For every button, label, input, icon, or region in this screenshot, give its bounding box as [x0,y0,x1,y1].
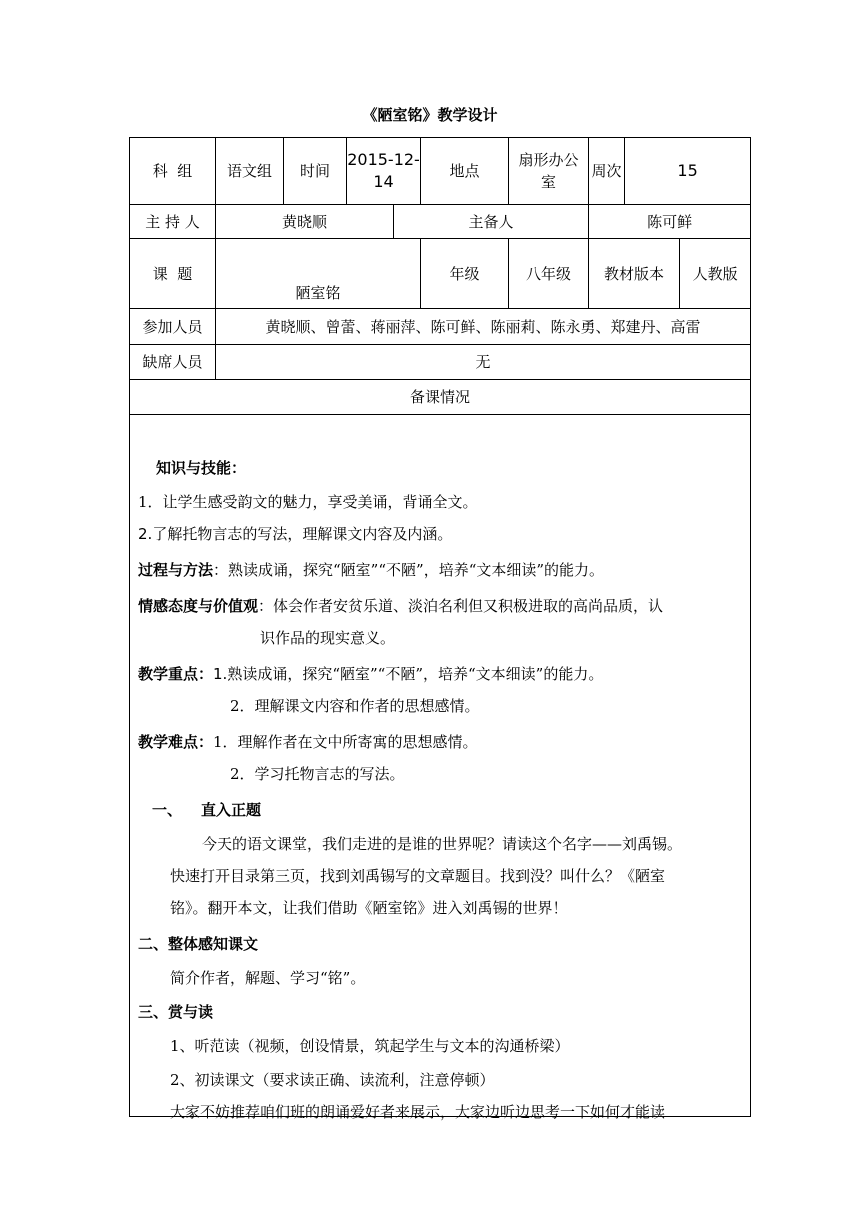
topic-value: 陋室铭 [216,239,421,309]
emotion-text-2: 识作品的现实意义。 [260,629,396,647]
preparer-label: 主备人 [394,205,589,239]
grade-value: 八年级 [509,239,589,309]
edition-value: 人教版 [680,239,751,309]
key-point-line-1 [138,663,603,685]
section-1-paragraph-line-2: 快速打开目录第三页，找到刘禹锡写的文章题目。找到没？叫什么？《陋室 [170,867,666,885]
participants-label: 参加人员 [130,309,216,345]
knowledge-heading: 知识与技能： [156,459,247,477]
section-3-title: 三、赏与读 [138,1003,214,1021]
emotion-text-1: ：体会作者安贫乐道、淡泊名利但又积极进取的高尚品质，认 [258,597,664,615]
time-label: 时间 [284,138,347,205]
knowledge-item-2 [138,523,452,545]
knowledge-item-1: 1．让学生感受韵文的魅力，享受美诵，背诵全文。 [138,493,478,511]
section-3-paragraph: 大家不妨推荐咱们班的朗诵爱好者来展示，大家边听边思考一下如何才能读 [170,1103,666,1121]
section-3-item-1: 1、听范读（视频，创设情景，筑起学生与文本的沟通桥梁） [170,1037,570,1055]
knowledge-item-2-text: 了解托物言志的写法，理解课文内容及内涵。 [152,525,453,543]
key-point-line-2: 2．理解课文内容和作者的思想感情。 [230,697,480,715]
place-value [509,138,589,205]
subject-value: 语文组 [216,138,284,205]
place-label: 地点 [421,138,509,205]
topic-label: 课 题 [130,239,216,309]
section-1-number: 一、 [152,801,183,819]
preparer-value: 陈可鲜 [589,205,751,239]
week-value: 15 [625,138,751,205]
key-point-label: 教学重点： [138,665,214,683]
grade-label: 年级 [421,239,509,309]
process-text: ：熟读成诵，探究“陋室”“不陋”，培养“文本细读”的能力。 [213,561,605,579]
absent-value: 无 [216,345,751,380]
absent-label: 缺席人员 [130,345,216,380]
difficulty-1-text: 1．理解作者在文中所寄寓的思想感情。 [213,733,478,751]
place-value-line-1: 扇形办公 [518,151,579,169]
place-value-line-2: 室 [541,173,557,191]
section-2-title: 二、整体感知课文 [138,935,259,953]
knowledge-item-2-number: 2. [138,525,153,543]
lesson-plan-table [129,137,751,1121]
subject-label: 科 组 [130,138,216,205]
process-line [138,559,604,581]
difficulty-label: 教学难点： [138,733,214,751]
key-point-1-text: 熟读成诵，探究“陋室”“不陋”，培养“文本细读”的能力。 [227,665,604,683]
host-value: 黄晓顺 [216,205,394,239]
key-point-1-number: 1. [213,665,228,683]
week-label: 周次 [589,138,625,205]
participants-value: 黄晓顺、曾蕾、蒋丽萍、陈可鲜、陈丽莉、陈永勇、郑建丹、高雷 [216,309,751,345]
section-1-title: 直入正题 [201,801,262,819]
difficulty-line-1 [138,731,478,753]
time-value: 2015-12-14 [347,138,421,205]
emotion-label: 情感态度与价值观 [138,597,259,615]
prep-section-label: 备课情况 [130,380,751,415]
lesson-content [130,415,751,1121]
emotion-line [138,595,663,617]
section-1-paragraph-line-3: 铭》。翻开本文，让我们借助《陋室铭》进入刘禹锡的世界！ [170,899,568,917]
process-label: 过程与方法 [138,561,214,579]
section-3-item-2: 2、初读课文（要求读正确、读流利，注意停顿） [170,1071,495,1089]
difficulty-line-2: 2．学习托物言志的写法。 [230,765,405,783]
section-2-paragraph: 简介作者，解题、学习“铭”。 [170,969,366,987]
edition-label: 教材版本 [589,239,680,309]
document-title: 《陋室铭》教学设计 [362,106,498,124]
section-1-paragraph-line-1: 今天的语文课堂，我们走进的是谁的世界呢？请读这个名字——刘禹锡。 [202,835,683,853]
host-label: 主 持 人 [130,205,216,239]
